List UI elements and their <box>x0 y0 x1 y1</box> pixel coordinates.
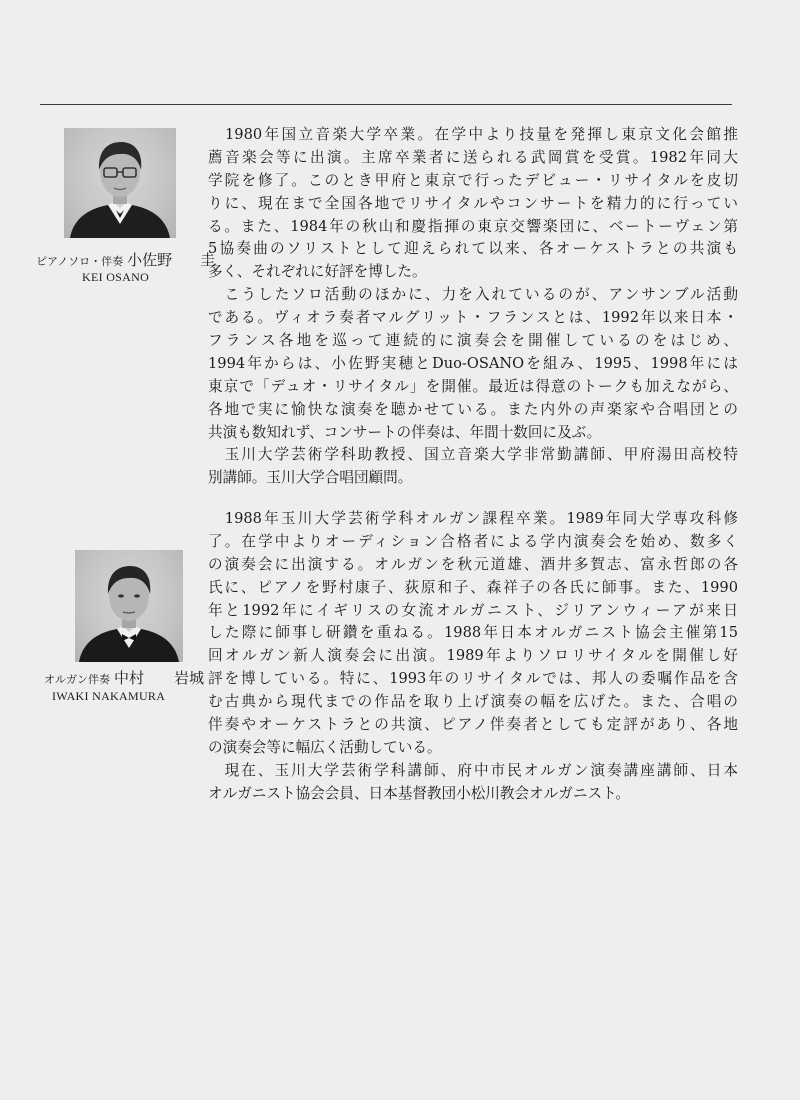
performer-name <box>36 249 215 270</box>
bio-line: 多く、それぞれに好評を博した。 <box>208 263 427 281</box>
bio-line: りに、現在まで全国各地でリサイタルやコンサートを精力的に行ってい <box>208 194 738 212</box>
bio-line: む古典から現代までの作品を取り上げ演奏の幅を広げた。また、合唱の <box>208 693 738 711</box>
bio-line: の演奏会に出演する。オルガンを秋元道雄、酒井多賀志、富永哲郎の各 <box>208 555 738 573</box>
portrait-photo <box>64 128 176 238</box>
bio-line: 1988年玉川大学芸術学科オルガン課程卒業。1989年同大学専攻科修 <box>208 510 738 527</box>
bio-line: 年と1992年にイギリスの女流オルガニスト、ジリアンウィーアが来日 <box>208 601 738 619</box>
bio-line: 各地で実に愉快な演奏を聴かせている。また内外の声楽家や合唱団との <box>208 400 738 418</box>
performer-given-name: 圭 <box>200 251 216 269</box>
bio-line: フランス各地を巡って連続的に演奏会を開催しているのをはじめ、 <box>208 332 738 350</box>
bio-line: 1980年国立音楽大学卒業。在学中より技量を発揮し東京文化会館推 <box>208 126 738 143</box>
bio-line: した際に師事し研鑽を重ねる。1988年日本オルガニスト協会主催第15 <box>208 624 738 642</box>
bio-line: 玉川大学芸術学科助教授、国立音楽大学非常勤講師、甲府湯田高校特 <box>208 446 738 464</box>
bio-line: る。また、1984年の秋山和慶指揮の東京交響楽団に、ベートーヴェン第 <box>208 217 738 235</box>
performer-role: ピアノソロ・伴奏 <box>36 255 124 268</box>
bio-line: 東京で「デュオ・リサイタル」を開催。最近は得意のトークも加えながら、 <box>208 377 738 395</box>
bio-line: である。ヴィオラ奏者マルグリット・フランスとは、1992年以来日本・ <box>208 309 738 327</box>
bio-line: 5協奏曲のソリストとして迎えられて以来、各オーケストラとの共演も <box>208 240 738 258</box>
bio-line: 回オルガン新人演奏会に出演。1989年よりソロリサイタルを開催し好 <box>208 647 738 665</box>
performer-role: オルガン伴奏 <box>44 673 110 686</box>
bio-line: 伴奏やオーケストラとの共演、ピアノ伴奏者としても定評があり、各地 <box>208 716 738 734</box>
bio-line: の演奏会等に幅広く活動している。 <box>208 738 442 756</box>
bio-line: 薦音楽会等に出演。主席卒業者に送られる武岡賞を受賞。1982年同大 <box>208 148 738 166</box>
performer-family-name: 小佐野 <box>127 251 173 269</box>
performer-name <box>44 667 204 688</box>
bio-line: こうしたソロ活動のほかに、力を入れているのが、アンサンブル活動 <box>208 286 738 304</box>
performer-name-english: KEI OSANO <box>82 270 150 284</box>
bio-line: オルガニスト協会会員、日本基督教団小松川教会オルガニスト。 <box>208 784 630 802</box>
bio-line: 氏に、ピアノを野村康子、荻原和子、森祥子の各氏に師事。また、1990 <box>208 578 738 596</box>
bio-line: 学院を修了。このとき甲府と東京で行ったデビュー・リサイタルを皮切 <box>208 171 738 189</box>
bio-line: 了。在学中よりオーディション合格者による学内演奏会を始め、数多く <box>208 532 738 550</box>
portrait-photo <box>75 550 183 662</box>
bio-line: 別講師。玉川大学合唱団顧問。 <box>208 469 413 487</box>
header-rule <box>40 104 732 105</box>
biography-text <box>208 124 738 490</box>
bio-line: 評を博している。特に、1993年のリサイタルでは、邦人の委嘱作品を含 <box>208 670 738 688</box>
biography-text <box>208 508 738 806</box>
bio-line: 現在、玉川大学芸術学科講師、府中市民オルガン演奏講座講師、日本 <box>208 761 738 779</box>
performer-name-english: IWAKI NAKAMURA <box>52 689 166 703</box>
performer-family-name: 中村 <box>114 669 145 687</box>
performer-given-name: 岩城 <box>174 669 205 687</box>
bio-line: 1994年からは、小佐野実穂とDuo-OSANOを組み、1995、1998年には <box>208 354 738 372</box>
bio-line: 共演も数知れず、コンサートの伴奏は、年間十数回に及ぶ。 <box>208 423 602 441</box>
